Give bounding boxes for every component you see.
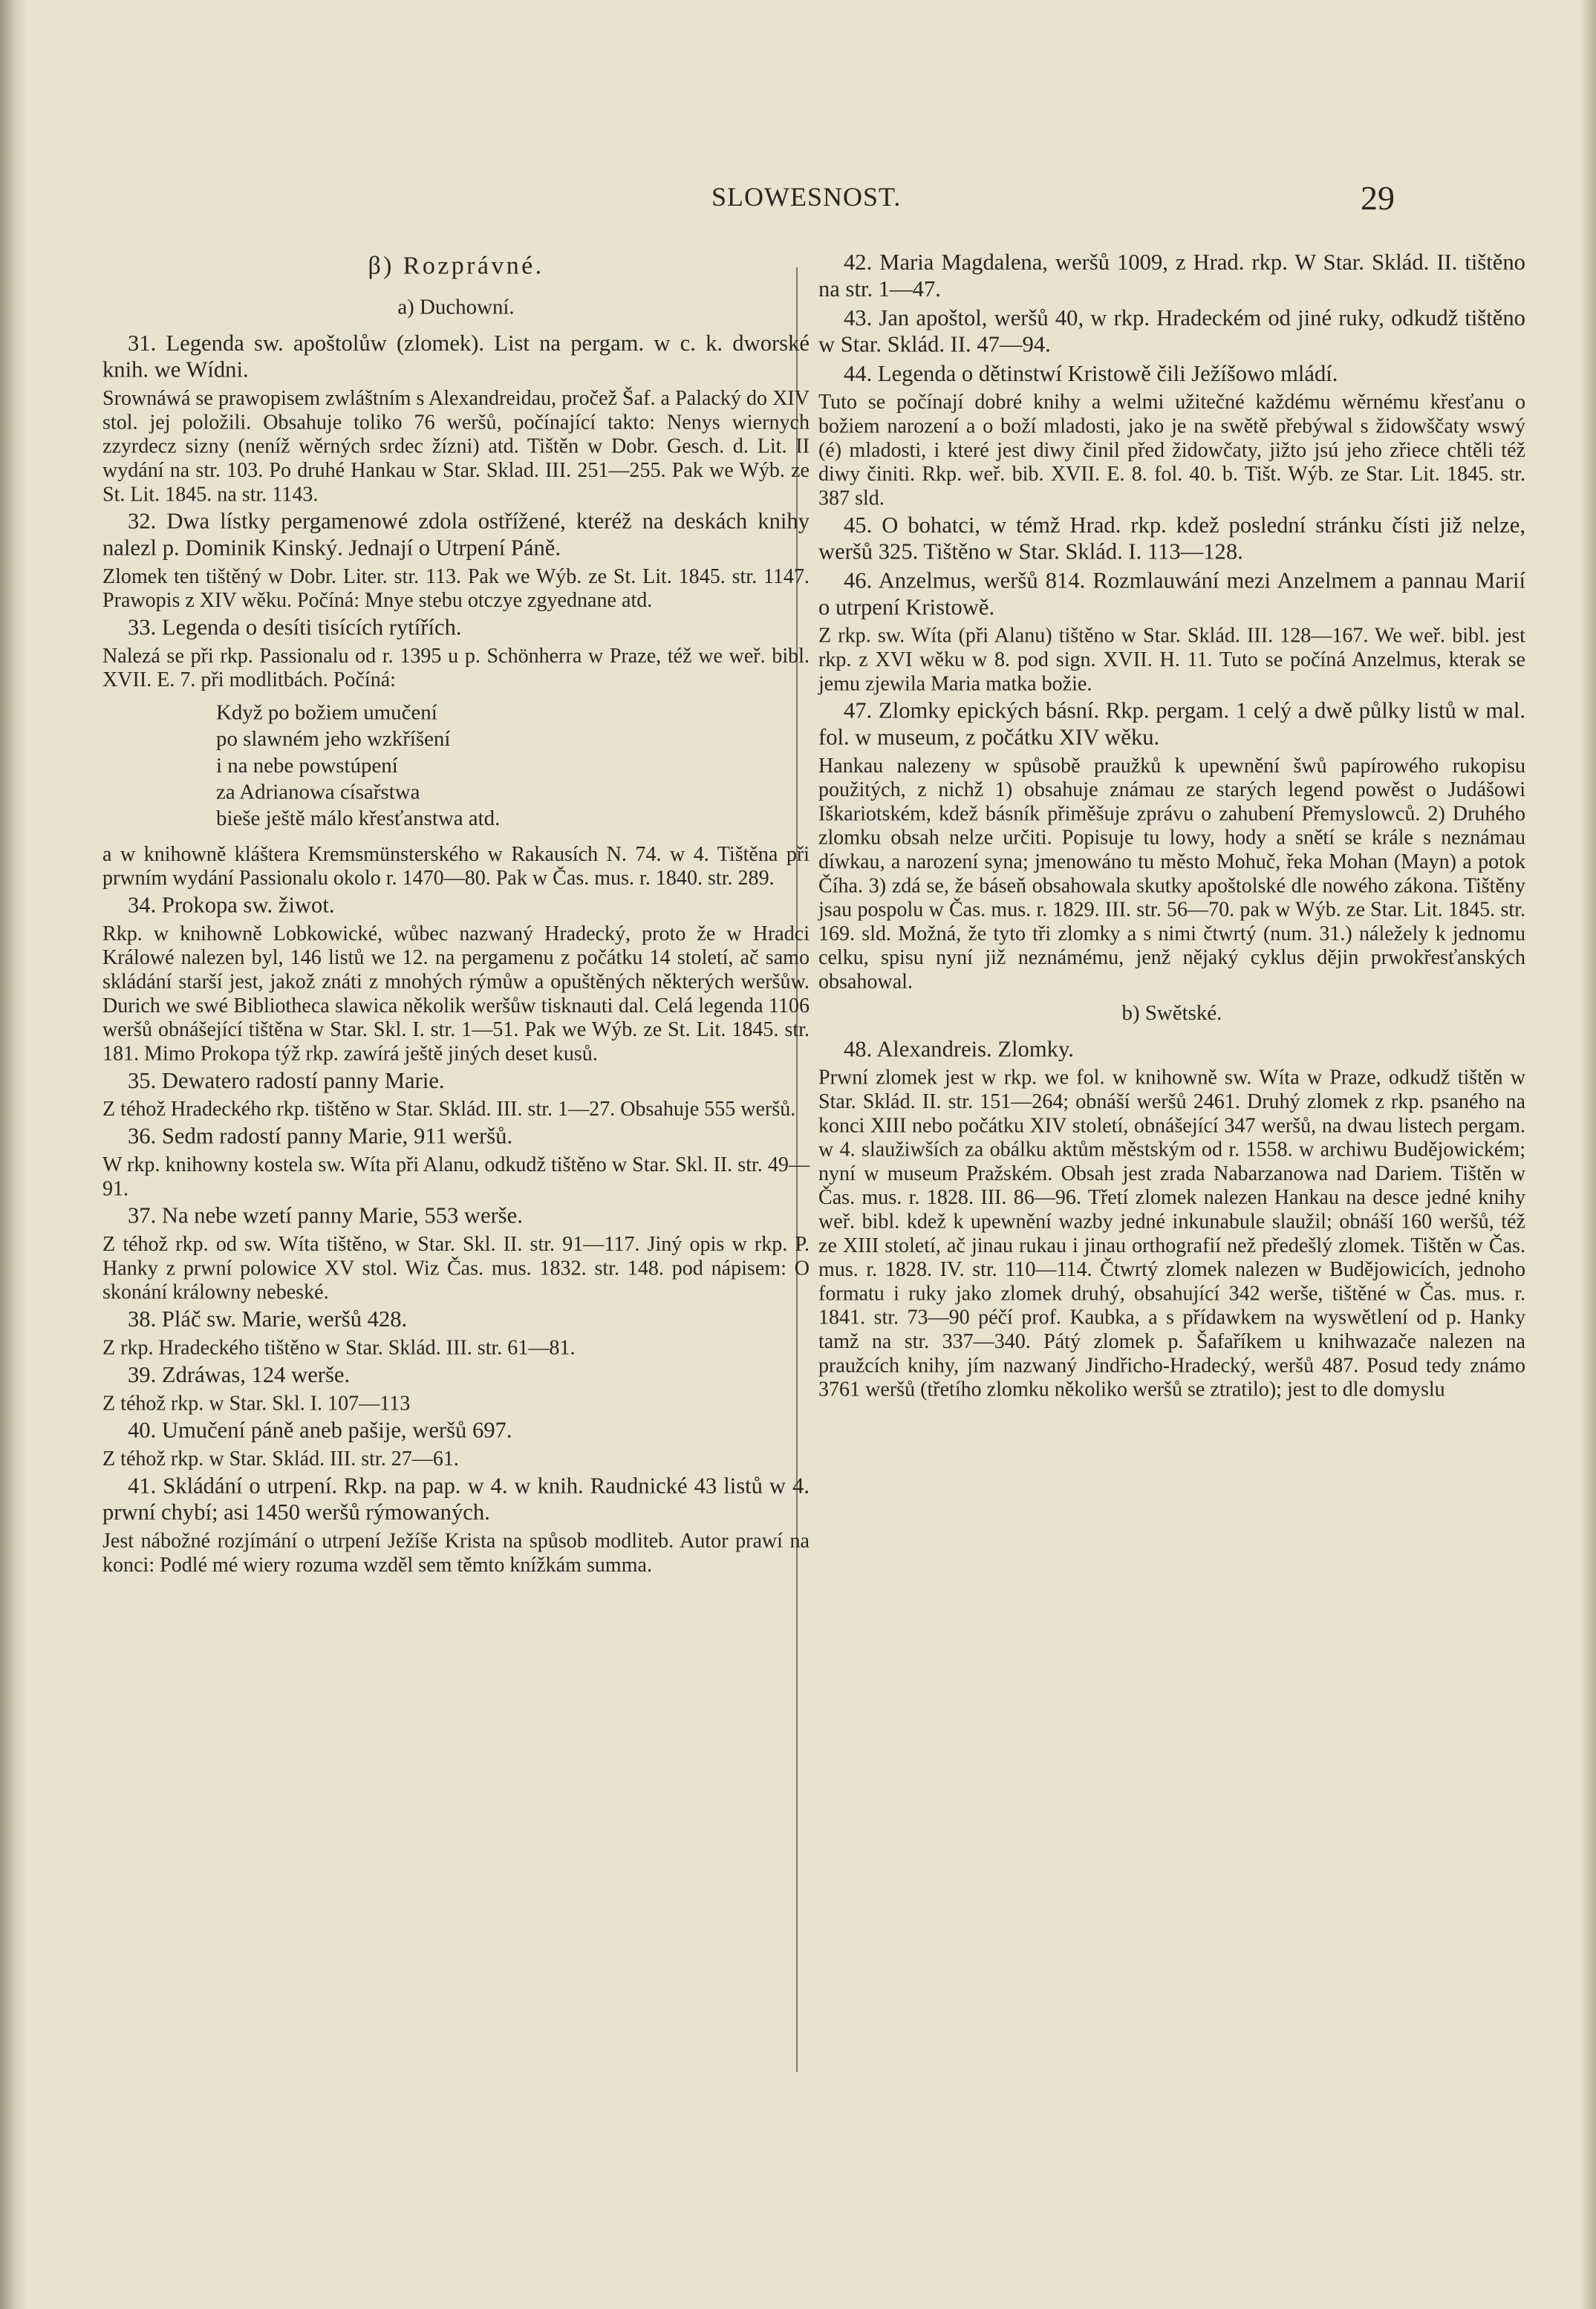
entry-heading: 43. Jan apoštol, weršů 40, w rkp. Hradeckém od jiné ruky, odkudž tištěno w Star. Sklád. II. 47—94. bbox=[818, 304, 1525, 357]
entry-description: Z téhož rkp. od sw. Wíta tištěno, w Star. Skl. II. str. 91—117. Jiný opis w rkp. P. Hanky z prwní polowice XV stol. Wiz Čas. mus. 1832. str. 148. pod nápisem: O skonání králowny nebeské. bbox=[102, 1231, 810, 1304]
entry-heading: 39. Zdráwas, 124 werše. bbox=[128, 1361, 351, 1387]
entry-description: Z téhož Hradeckého rkp. tištěno w Star. Sklád. III. str. 1—27. Obsahuje 555 weršů. bbox=[102, 1096, 796, 1121]
entry-description: Srownáwá se prawopisem zwláštním s Alexandreidau, pročež Šaf. a Palacký do XIV stol. jej položili. Obsahuje toliko 76 weršů, počínající takto: Nenys wiernych zzyrdecz sizny (neníž wěrných srdec žízni) atd. Tištěn w Dobr. Gesch. d. Lit. II wydání na str. 103. Po druhé Hankau w Star. Sklad. III. 251—255. Pak we Wýb. ze St. Lit. 1845. na str. 1143. bbox=[102, 385, 810, 507]
entry-description: Z rkp. sw. Wíta (při Alanu) tištěno w Star. Sklád. III. 128—167. We weř. bibl. jest rkp. z XVI wěku w 8. pod sign. XVII. H. 11. Tuto se počíná Anzelmus, kterak se jemu zjewila Maria matka božie. bbox=[818, 623, 1525, 696]
entry-description: Z téhož rkp. w Star. Sklád. III. str. 27—61. bbox=[102, 1446, 459, 1471]
entry-heading: 31. Legenda sw. apoštolůw (zlomek). List na pergam. w c. k. dworské knih. we Wídni. bbox=[102, 330, 810, 382]
subsection-heading: a) Duchowní. bbox=[397, 295, 515, 319]
entry-heading: 44. Legenda o dětinstwí Kristowě čili Ježíšowo mládí. bbox=[844, 360, 1338, 386]
entry-heading: 42. Maria Magdalena, weršů 1009, z Hrad. rkp. W Star. Sklád. II. tištěno na str. 1—47. bbox=[818, 250, 1525, 302]
entry-heading: 38. Pláč sw. Marie, weršů 428. bbox=[128, 1306, 408, 1332]
entry-heading: 32. Dwa lístky pergamenowé zdola ostřížené, kteréž na deskách knihy nalezl p. Dominik Kinský. Jednají o Utrpení Páně. bbox=[102, 508, 810, 561]
entry-description: Nalezá se při rkp. Passionalu od r. 1395 u p. Schönherra w Praze, též we weř. bibl. XVII. E. 7. při modlitbách. Počíná: bbox=[102, 643, 810, 691]
verse-line: bieše ještě málo křesťanstwa atd. bbox=[216, 806, 501, 830]
verse-line: i na nebe powstúpení bbox=[216, 753, 398, 778]
entry-heading: 40. Umučení páně aneb pašije, weršů 697. bbox=[128, 1417, 512, 1443]
verse-line: po slawném jeho wzkříšení bbox=[216, 726, 451, 751]
entry-heading: 33. Legenda o desíti tisících rytířích. bbox=[128, 614, 462, 640]
entry-heading: 37. Na nebe wzetí panny Marie, 553 werše. bbox=[128, 1202, 523, 1228]
entry-description: Tuto se počínají dobré knihy a welmi užitečné každému wěrnému křesťanu o božiem narození a o boží mladosti, jako je na swětě přebýwal s židowščaty wswý (é) mladosti, i které jest diwy činil před židowčaty, jižto jsú jeho zřiece chtěli též diwy činiti. Rkp. weř. bib. XVII. E. 8. fol. 40. b. Tišt. Wýb. ze Star. Lit. 1845. str. 387 sld. bbox=[818, 389, 1525, 510]
entry-description: Jest nábožné rozjímání o utrpení Ježíše Krista na spůsob modliteb. Autor prawí na konci: Podlé mé wiery rozuma wzděl sem těmto knížkám summa. bbox=[102, 1528, 810, 1577]
entry-heading: 48. Alexandreis. Zlomky. bbox=[844, 1036, 1074, 1062]
entry-heading: 47. Zlomky epických básní. Rkp. pergam. 1 celý a dwě půlky listů w mal. fol. w museum, z počátku XIV wěku. bbox=[818, 697, 1525, 750]
entry-description: W rkp. knihowny kostela sw. Wíta při Alanu, odkudž tištěno w Star. Skl. II. str. 49—91. bbox=[102, 1152, 810, 1201]
entry-heading: 41. Skládání o utrpení. Rkp. na pap. w 4. w knih. Raudnické 43 listů w 4. prwní chybí; asi 1450 weršů rýmowaných. bbox=[102, 1473, 810, 1525]
page-header bbox=[711, 181, 1395, 217]
page-number: 29 bbox=[1361, 179, 1395, 217]
section-heading: β) Rozprávné. bbox=[368, 252, 544, 280]
entry-description: a w knihowně kláštera Kremsmünsterského w Rakausích N. 74. w 4. Tištěna při prwním wydání Passionalu okolo r. 1470—80. Pak w Čas. mus. r. 1840. str. 289. bbox=[102, 841, 810, 890]
entry-description: Zlomek ten tištěný w Dobr. Liter. str. 113. Pak we Wýb. ze St. Lit. 1845. str. 1147. Prawopis z XIV wěku. Počíná: Mnye stebu otczye zgyednane atd. bbox=[102, 564, 810, 612]
page-edge bbox=[1580, 0, 1596, 2309]
entry-heading: 45. O bohatci, w témž Hrad. rkp. kdež poslední stránku čísti již nelze, weršů 325. Tištěno w Star. Sklád. I. 113—128. bbox=[818, 512, 1525, 564]
entry-description: Prwní zlomek jest w rkp. we fol. w knihowně sw. Wíta w Praze, odkudž tištěn w Star. Sklád. II. str. 151—264; obnáší weršů 2461. Druhý zlomek z rkp. psaného na konci XIII nebo počátku XIV století, obnášející 347 weršů, na dwau listech pergam. w 4. slaužiwších za obálku aktům městským od r. 1558. w archiwu Budějowickém; nyní w museum Pražském. Obsah jest zrada Nabarzanowa nad Dariem. Tištěn w Čas. mus. r. 1828. III. 86—96. Třetí zlomek nalezen Hankau na desce jedné knihy weř. bibl. kdež k upewnění wazby jedné inkunabule slaužil; obnáší 160 weršů, též ze XIII století, ač jinau rukau i jinau orthografií než předešlý zlomek. Tištěn w Čas. mus. r. 1828. IV. str. 110—114. Čtwrtý zlomek nalezen w Budějowicích, jednoho formatu i ruky jako zlomek druhý, obsahující 342 werše, tištěné w Čas. mus. r. 1841. str. 73—90 péčí prof. Kaubka, a s přídawkem na wyswětlení od p. Hanky tamž na str. 337—340. Pátý zlomek p. Šafaříkem u knihwazače nalezen na praužcích knihy, jím nazwaný Jindřicho-Hradecký, weršů 487. Posud tedy známo 3761 weršů (třetího zlomku několiko weršů se ztratilo); jest to dle domyslu bbox=[818, 1065, 1525, 1401]
left-column bbox=[102, 250, 810, 1579]
entry-description: Z rkp. Hradeckého tištěno w Star. Sklád. III. str. 61—81. bbox=[102, 1335, 576, 1360]
entry-heading: 34. Prokopa sw. žiwot. bbox=[128, 892, 335, 918]
entry-description: Z téhož rkp. w Star. Skl. I. 107—113 bbox=[102, 1390, 411, 1416]
entry-description: Hankau nalezeny w spůsobě praužků k upewnění šwů papírowého rukopisu použitých, z nichž 1) obsahuje známau ze starých legend powěst o Judášowi Iškariotském, kdež básník přiměšuje zprávu o zahubení Přemyslowců. 2) Druhého zlomku obsah nelze určiti. Popisuje tu lowy, hody a snětí se krále s neznámau díwkau, a narození syna; jmenowáno tu město Mohuč, řeka Mohan (Mayn) a potok Číha. 3) zdá se, že báseň obsahowala skutky apoštolské dle nowého zákona. Tištěny jsau pospolu w Čas. mus. r. 1829. III. str. 56—70. pak w Wýb. ze Star. Lit. 1845. str. 169. sld. Možná, že tyto tři zlomky a s nimi čtwrtý (num. 31.) náležely k jednomu celku, spisu nyní již neznámému, jenž nějaký cyklus dějin prwokřesťanských obsahowal. bbox=[818, 753, 1525, 994]
verse-line: za Adrianowa císařstwa bbox=[216, 780, 420, 804]
right-column bbox=[818, 250, 1525, 1404]
binding-shadow bbox=[0, 0, 27, 2309]
entry-heading: 46. Anzelmus, weršů 814. Rozmlauwání mezi Anzelmem a pannau Marií o utrpení Kristowě. bbox=[818, 567, 1525, 620]
entry-heading: 36. Sedm radostí panny Marie, 911 weršů. bbox=[128, 1123, 513, 1149]
subsection-heading: b) Swětské. bbox=[1121, 1000, 1222, 1025]
entry-heading: 35. Dewatero radostí panny Marie. bbox=[128, 1067, 445, 1093]
running-title: SLOWESNOST. bbox=[711, 182, 902, 212]
verse-line: Když po božiem umučení bbox=[216, 700, 437, 725]
verse-block bbox=[216, 699, 810, 831]
entry-description: Rkp. w knihowně Lobkowické, wůbec nazwaný Hradecký, proto že w Hradci Králowé nalezen byl, 146 listů we 12. na pergamenu z počátku 14 století, ač samo skládání starší jest, jakož znáti z mnohých rýmůw a opuštěných některých weršůw. Durich we swé Bibliotheca slawica několik weršůw tisknauti dal. Celá legenda 1106 weršů obnášející tištěna w Star. Skl. I. str. 1—51. Pak we Wýb. ze St. Lit. 1845. str. 181. Mimo Prokopa týž rkp. zawírá ještě jiných deset kusů. bbox=[102, 921, 810, 1066]
